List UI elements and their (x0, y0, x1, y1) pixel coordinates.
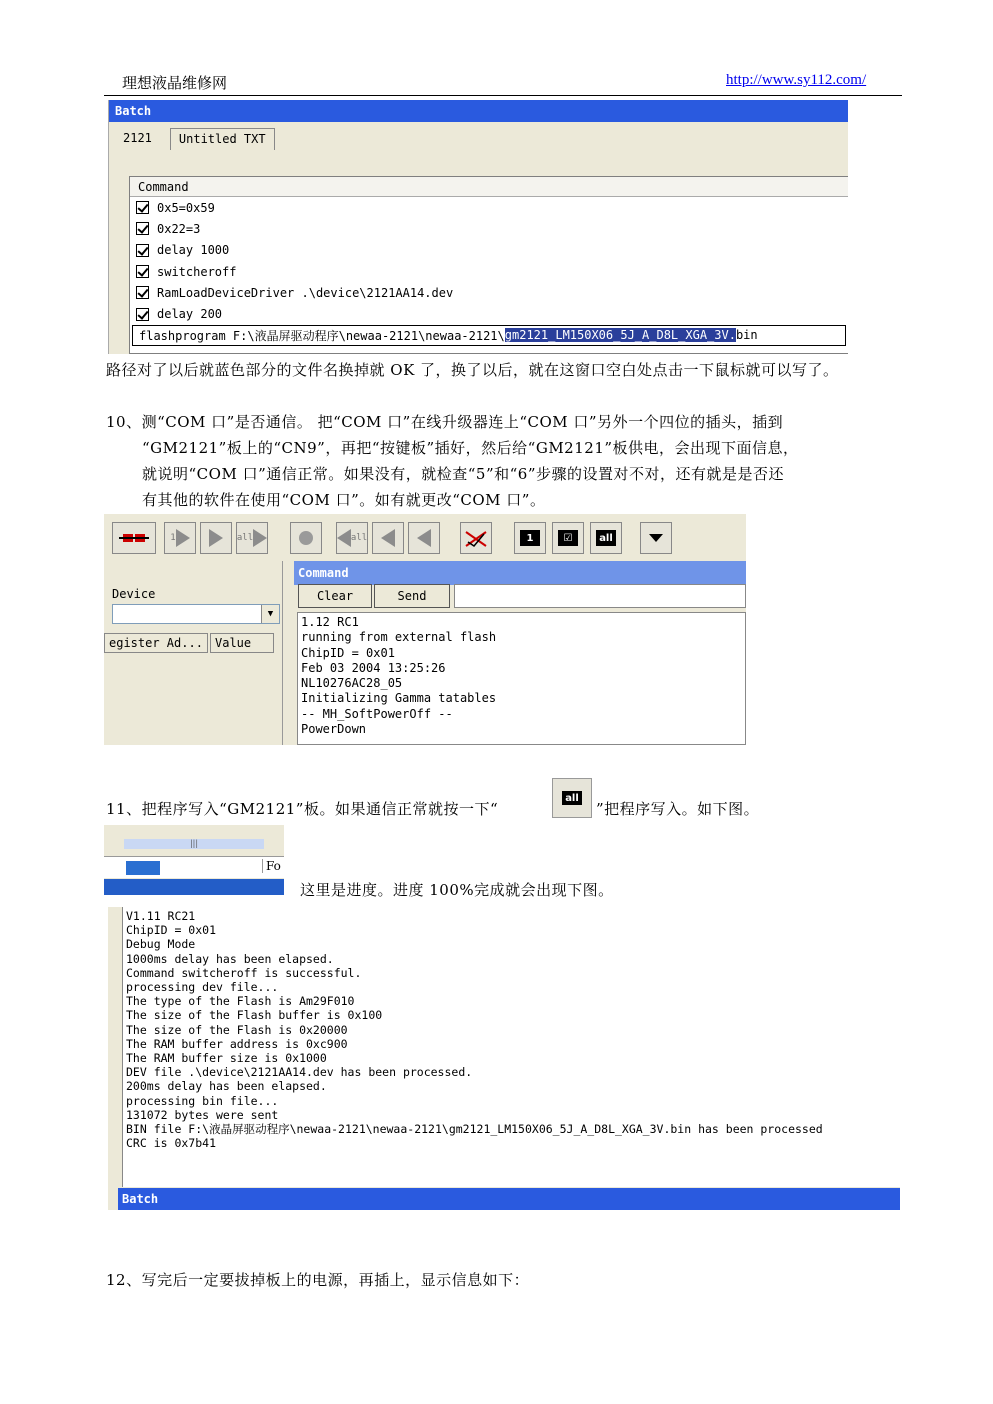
command-text: 0x22=3 (157, 221, 201, 236)
clear-checks-button[interactable] (460, 522, 492, 554)
step-10-line-1: 测“COM 口”是否通信。 把“COM 口”在线升级器连上“COM 口”另外一个四位的插头，插到 (141, 413, 784, 431)
step-11-instruction: 把程序写入“GM2121”板。如果通信正常就按一下“ (141, 800, 499, 818)
batch-window-screenshot (108, 100, 848, 354)
run-all-label: all (596, 530, 616, 546)
batch-title-bar: Batch (118, 1188, 900, 1210)
stop-button[interactable] (290, 522, 322, 554)
tab-2121[interactable]: 2121 (123, 131, 152, 145)
play-icon (176, 529, 190, 547)
command-row[interactable] (130, 261, 848, 282)
command-row[interactable] (130, 197, 848, 218)
dropdown-arrow-button[interactable] (640, 522, 672, 554)
step-12-text: 写完后一定要拔掉板上的电源，再插上，显示信息如下： (141, 1271, 530, 1289)
command-column-header: Command (130, 177, 848, 197)
batch-title-bar: Batch (109, 100, 848, 122)
play-1-label: 1 (170, 533, 176, 543)
command-row[interactable] (130, 282, 848, 303)
rewind-check-button[interactable] (372, 522, 404, 554)
checkbox-checked-icon[interactable] (136, 286, 149, 299)
run-all-button[interactable] (590, 522, 622, 554)
connect-plug-icon[interactable] (112, 522, 156, 554)
checked-icon: ☑ (558, 530, 578, 546)
step-10-line-3: 就说明“COM 口”通信正常。如果没有，就检查“5”和“6”步骤的设置对不对，还有就是是否还 (142, 465, 785, 483)
tab-untitled-txt[interactable]: Untitled TXT (170, 128, 275, 150)
rewind-icon (417, 529, 431, 547)
step-12-number: 12、 (106, 1271, 142, 1289)
progress-screenshot (104, 825, 284, 895)
clear-button[interactable]: Clear (298, 584, 372, 608)
checkbox-checked-icon[interactable] (136, 308, 149, 321)
play-check-button[interactable] (200, 522, 232, 554)
command-text: delay 1000 (157, 243, 230, 258)
batch-tabs (115, 128, 275, 150)
log-output: V1.11 RC21 ChipID = 0x01 Debug Mode 1000ms delay has been elapsed. Command switcheroff is successful. processing dev file... The type of the Flash is Am29F010 The size of the Flash buffer is 0x100 The size of the Flash is 0x20000 The RAM buffer address is 0xc900 The RAM buffer size is 0x1000 DEV file .\device\2121AA14.dev has been processed. 200ms delay has been elapsed. processing bin file... 131072 bytes were sent BIN file F:\液晶屏驱动程序\newaa-2121\newaa-2121\gm2121_LM150X06_5J_A_D8L_XGA_3V.bin has been processed CRC is 0x7b41 (122, 907, 900, 1187)
run-1-label: 1 (520, 530, 540, 546)
command-input[interactable] (454, 584, 746, 608)
all-button-label: all (562, 791, 582, 805)
path-instruction-paragraph: 路径对了以后就蓝色部分的文件名换掉就 OK 了，换了以后，就在这窗口空白处点击一下鼠标就可以写了。 (106, 361, 839, 379)
step-11-number: 11、 (106, 800, 142, 818)
run-1-button[interactable] (514, 522, 546, 554)
command-list (129, 176, 848, 354)
progress-side-label: Fo (262, 859, 281, 873)
pane-splitter[interactable] (282, 561, 294, 745)
play-1-button[interactable] (164, 522, 196, 554)
device-label: Device (112, 587, 156, 601)
command-row[interactable] (130, 240, 848, 261)
console-window-screenshot (104, 514, 746, 745)
command-text: delay 200 (157, 307, 223, 322)
step-10-line-2: “GM2121”板上的“CN9”，再把“按键板”插好，然后给“GM2121”板供电，会出现下面信息， (142, 439, 799, 457)
step-10-number: 10、 (106, 413, 142, 431)
rewind-all-label: all (350, 533, 368, 543)
command-pane-title: Command (294, 561, 746, 585)
command-row[interactable] (130, 303, 848, 324)
play-all-label: all (236, 533, 254, 543)
checkbox-checked-icon[interactable] (136, 222, 149, 235)
log-window-screenshot (108, 907, 900, 1210)
checkbox-checked-icon[interactable] (136, 201, 149, 214)
edit-path-prefix: flashprogram F:\液晶屏驱动程序\newaa-2121\newaa-2121\ (139, 328, 505, 343)
value-column[interactable]: Value (210, 633, 274, 653)
command-edit-field[interactable] (132, 325, 846, 346)
step-10-line-4: 有其他的软件在使用“COM 口”。如有就更改“COM 口”。 (142, 491, 546, 509)
chevron-down-icon[interactable]: ▼ (261, 605, 279, 623)
console-output: 1.12 RC1 running from external flash ChipID = 0x01 Feb 03 2004 13:25:26 NL10276AC28_05 Initializing Gamma tatables -- MH_SoftPowerOff -- PowerDown (297, 612, 746, 745)
run-checked-button[interactable] (552, 522, 584, 554)
all-button-icon[interactable] (552, 778, 592, 818)
rewind-button[interactable] (408, 522, 440, 554)
site-url-link[interactable]: http://www.sy112.com/ (726, 72, 867, 88)
rewind-all-icon (337, 529, 351, 547)
taskbar-strip (104, 879, 284, 895)
edit-path-suffix: bin (735, 328, 758, 343)
command-text: RamLoadDeviceDriver .\device\2121AA14.dev (157, 285, 454, 300)
play-all-icon (253, 529, 267, 547)
command-row[interactable] (130, 218, 848, 239)
checkbox-checked-icon[interactable] (136, 265, 149, 278)
header-divider (104, 95, 902, 96)
rewind-check-icon (381, 529, 395, 547)
progress-fill (126, 861, 160, 875)
step-12 (106, 1267, 529, 1293)
device-select[interactable] (112, 604, 280, 624)
checkbox-checked-icon[interactable] (136, 244, 149, 257)
step-11-text-before (106, 796, 498, 822)
command-text: 0x5=0x59 (157, 200, 215, 215)
register-address-column[interactable]: egister Ad... (104, 633, 208, 653)
progress-caption: 这里是进度。进度 100%完成就会出现下图。 (300, 881, 614, 899)
command-text: switcheroff (157, 264, 237, 279)
scrollbar-grip[interactable]: ||| (124, 839, 264, 849)
step-11-text-after: ”把程序写入。如下图。 (596, 800, 760, 818)
step-10 (106, 409, 906, 513)
site-name: 理想液晶维修网 (122, 74, 228, 92)
progress-bar (104, 856, 284, 878)
edit-selected-filename: gm2121_LM150X06_5J_A_D8L_XGA_3V. (504, 328, 736, 343)
play-check-icon (209, 529, 223, 547)
send-button[interactable]: Send (374, 584, 450, 608)
rewind-all-button[interactable] (336, 522, 368, 554)
play-all-button[interactable] (236, 522, 268, 554)
